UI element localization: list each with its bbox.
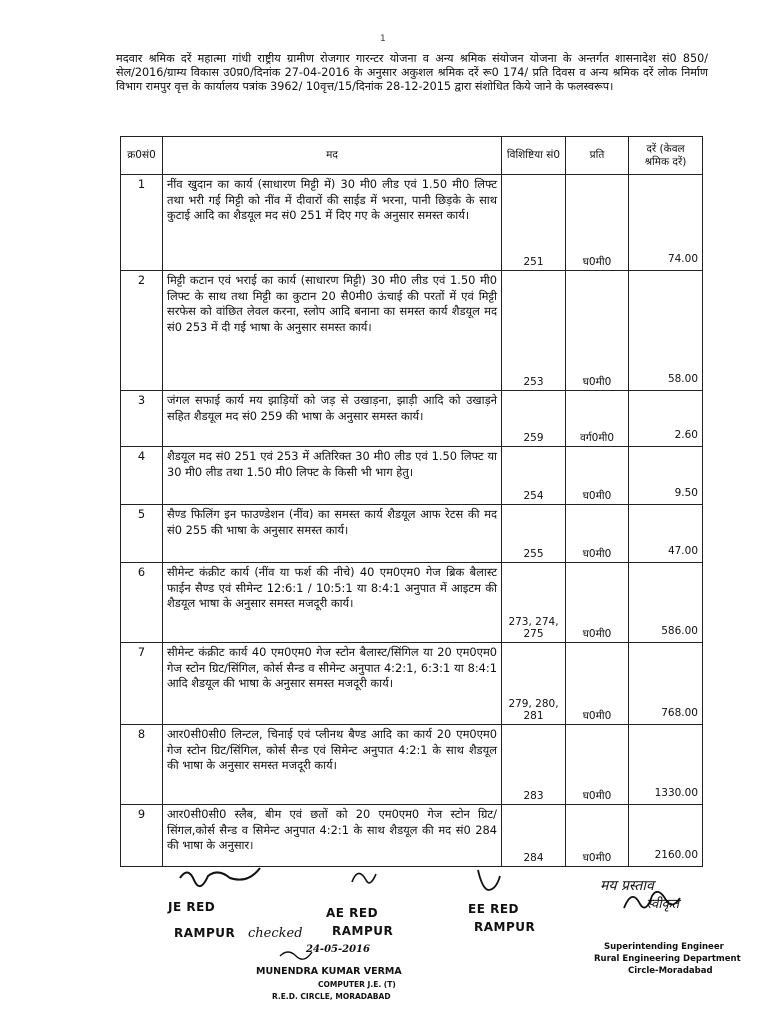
row-description: मिट्टी कटान एवं भराई का कार्य (साधारण मिट्टी) 30 मी0 लीड एवं 1.50 मी0 लिफ्ट के साथ तथा मिट्टी का कुटान 20 सै0मी0 ऊंचाई की परतों में एवं मिट्टी सरफेस को वांछित लेवल करना, स्लोप आदि बनाना का समस्त कार्य शैडयूल मद सं0 253 में दी गई भाषा के अनुसार समस्त कार्य। xyxy=(163,271,502,391)
intro-paragraph: मदवार श्रमिक दरें महात्मा गांधी राष्ट्रीय ग्रामीण रोजगार गारन्टर योजना व अन्य श्रमिक संयोजन योजना के अन्तर्गत शासनादेश सं0 850/ सेल/2016/ग्राम्य विकास उ0प्र0/दिनांक 27-04-2016 के अनुसार अकुशल श्रमिक दरें रू0 174/ प्रति दिवस व अन्य श्रमिक दरें लोक निर्माण विभाग रामपुर वृत्त के कार्यालय पत्रांक 3962/ 10वृत्त/15/दिनांक 28-12-2015 द्वारा संशोधित किये जाने के फलस्वरूप। xyxy=(116,52,708,93)
row-serial: 2 xyxy=(121,271,163,391)
je-title: JE RED xyxy=(168,900,216,914)
row-unit: घ0मी0 xyxy=(566,175,629,271)
page-number: 1 xyxy=(380,34,386,44)
row-schedule: 279, 280, 281 xyxy=(502,643,566,725)
row-description: शैडयूल मद सं0 251 एवं 253 में अतिरिक्त 30 मी0 लीड एवं 1.50 लिफ्ट या 30 मी0 लीड तथा 1.50 मी0 लिफ्ट के किसी भी भाग हेतु। xyxy=(163,447,502,505)
table-row xyxy=(121,271,703,391)
row-serial: 4 xyxy=(121,447,163,505)
row-rate: 2.60 xyxy=(629,391,703,447)
row-schedule: 251 xyxy=(502,175,566,271)
row-serial: 9 xyxy=(121,805,163,867)
row-rate: 58.00 xyxy=(629,271,703,391)
row-rate: 47.00 xyxy=(629,505,703,563)
row-unit: घ0मी0 xyxy=(566,271,629,391)
se-circle: Circle-Moradabad xyxy=(628,966,713,976)
row-unit: घ0मी0 xyxy=(566,725,629,805)
sign-date: 24-05-2016 xyxy=(306,944,370,955)
row-serial: 8 xyxy=(121,725,163,805)
row-serial: 6 xyxy=(121,563,163,643)
computer-je-office: R.E.D. CIRCLE, MORADABAD xyxy=(272,992,391,1001)
row-schedule: 254 xyxy=(502,447,566,505)
header-item: मद xyxy=(163,137,502,175)
row-serial: 7 xyxy=(121,643,163,725)
row-description: सैण्ड फिलिंग इन फाउण्डेशन (नींव) का समस्त कार्य शैडयूल आफ रेटस की मद सं0 255 की भाषा के अनुसार समस्त कार्य। xyxy=(163,505,502,563)
row-description: आर0सी0सी0 लिन्टल, चिनाई एवं प्लीनथ बैण्ड आदि का कार्य 20 एम0एम0 गेज स्टोन ग्रिट/सिंगिल, कोर्स सैन्ड एवं सिमेन्ट अनुपात 4:2:1 के साथ शैडयूल की भाषा के अनुसार समस्त मजदूरी कार्य। xyxy=(163,725,502,805)
hindi-note-proposal: मय प्रस्ताव xyxy=(600,878,654,894)
row-schedule: 273, 274, 275 xyxy=(502,563,566,643)
row-description: जंगल सफाई कार्य मय झाड़ियों को जड़ से उखाड़ना, झाड़ी आदि को उखाड़ने सहित शैडयूल मद सं0 259 की भाषा के अनुसार समस्त कार्य। xyxy=(163,391,502,447)
je-location: RAMPUR xyxy=(174,926,236,940)
row-unit: घ0मी0 xyxy=(566,505,629,563)
row-schedule: 283 xyxy=(502,725,566,805)
table-row xyxy=(121,391,703,447)
row-rate: 9.50 xyxy=(629,447,703,505)
ae-title: AE RED xyxy=(326,906,379,920)
row-schedule: 255 xyxy=(502,505,566,563)
row-unit: घ0मी0 xyxy=(566,447,629,505)
hindi-note-approved: स्वीकृत xyxy=(646,897,680,912)
row-rate: 586.00 xyxy=(629,563,703,643)
header-unit: प्रति xyxy=(566,137,629,175)
computer-je-name: MUNENDRA KUMAR VERMA xyxy=(256,966,402,977)
table-row xyxy=(121,805,703,867)
header-schedule: विशिष्टिया सं0 xyxy=(502,137,566,175)
row-description: नींव खुदान का कार्य (साधारण मिट्टी में) 30 मी0 लीड एवं 1.50 मी0 लिफ्ट तथा भरी गई मिट्टी को नींव में दीवारों की साईड में भरना, पानी छिड़के के साथ कुटाई आदि का शैडयूल मद सं0 251 में दिए गए के अनुसार समस्त कार्य। xyxy=(163,175,502,271)
ae-location: RAMPUR xyxy=(332,924,394,938)
ee-location: RAMPUR xyxy=(474,920,536,934)
row-description: आर0सी0सी0 स्लैब, बीम एवं छतों को 20 एम0एम0 गेज स्टोन ग्रिट/सिंगल,कोर्स सैन्ड व सिमेन्ट अनुपात 4:2:1 के साथ शैडयूल की मद सं0 284 की भाषा के अनुसार। xyxy=(163,805,502,867)
row-schedule: 253 xyxy=(502,271,566,391)
header-rate: दरें (केवल श्रमिक दरें) xyxy=(629,137,703,175)
table-row xyxy=(121,643,703,725)
row-unit: घ0मी0 xyxy=(566,805,629,867)
rates-table xyxy=(120,136,703,867)
row-schedule: 259 xyxy=(502,391,566,447)
header-serial: क्र0सं0 xyxy=(121,137,163,175)
row-serial: 1 xyxy=(121,175,163,271)
row-schedule: 284 xyxy=(502,805,566,867)
row-unit: घ0मी0 xyxy=(566,563,629,643)
row-rate: 768.00 xyxy=(629,643,703,725)
table-row xyxy=(121,725,703,805)
ee-title: EE RED xyxy=(468,902,519,916)
checked-note: checked xyxy=(248,926,303,941)
row-rate: 2160.00 xyxy=(629,805,703,867)
row-unit: घ0मी0 xyxy=(566,643,629,725)
row-serial: 5 xyxy=(121,505,163,563)
row-rate: 1330.00 xyxy=(629,725,703,805)
row-rate: 74.00 xyxy=(629,175,703,271)
row-serial: 3 xyxy=(121,391,163,447)
table-row xyxy=(121,175,703,271)
row-description: सीमेन्ट कंक्रीट कार्य (नींव या फर्श की नीचे) 40 एम0एम0 गेज ब्रिक बैलास्ट फाईन सैण्ड एवं सीमेन्ट 12:6:1 / 10:5:1 या 8:4:1 अनुपात में आइटम की शैडयूल भाषा के अनुसार समस्त मजदूरी कार्य। xyxy=(163,563,502,643)
row-unit: वर्ग0मी0 xyxy=(566,391,629,447)
table-row xyxy=(121,563,703,643)
table-row xyxy=(121,447,703,505)
se-title: Superintending Engineer xyxy=(604,942,724,952)
table-header-row xyxy=(121,137,703,175)
computer-je-designation: COMPUTER J.E. (T) xyxy=(318,980,396,989)
table-row xyxy=(121,505,703,563)
signature-block xyxy=(0,860,768,1024)
row-description: सीमेन्ट कंक्रीट कार्य 40 एम0एम0 गेज स्टोन बैलास्ट/सिंगिल या 20 एम0एम0 गेज स्टोन ग्रिट/सिंगिल, कोर्स सैन्ड व सीमेन्ट अनुपात 4:2:1, 6:3:1 या 8:4:1 आदि शैडयूल की भाषा के अनुसार समस्त मजदूरी कार्य। xyxy=(163,643,502,725)
se-department: Rural Engineering Department xyxy=(594,954,741,964)
